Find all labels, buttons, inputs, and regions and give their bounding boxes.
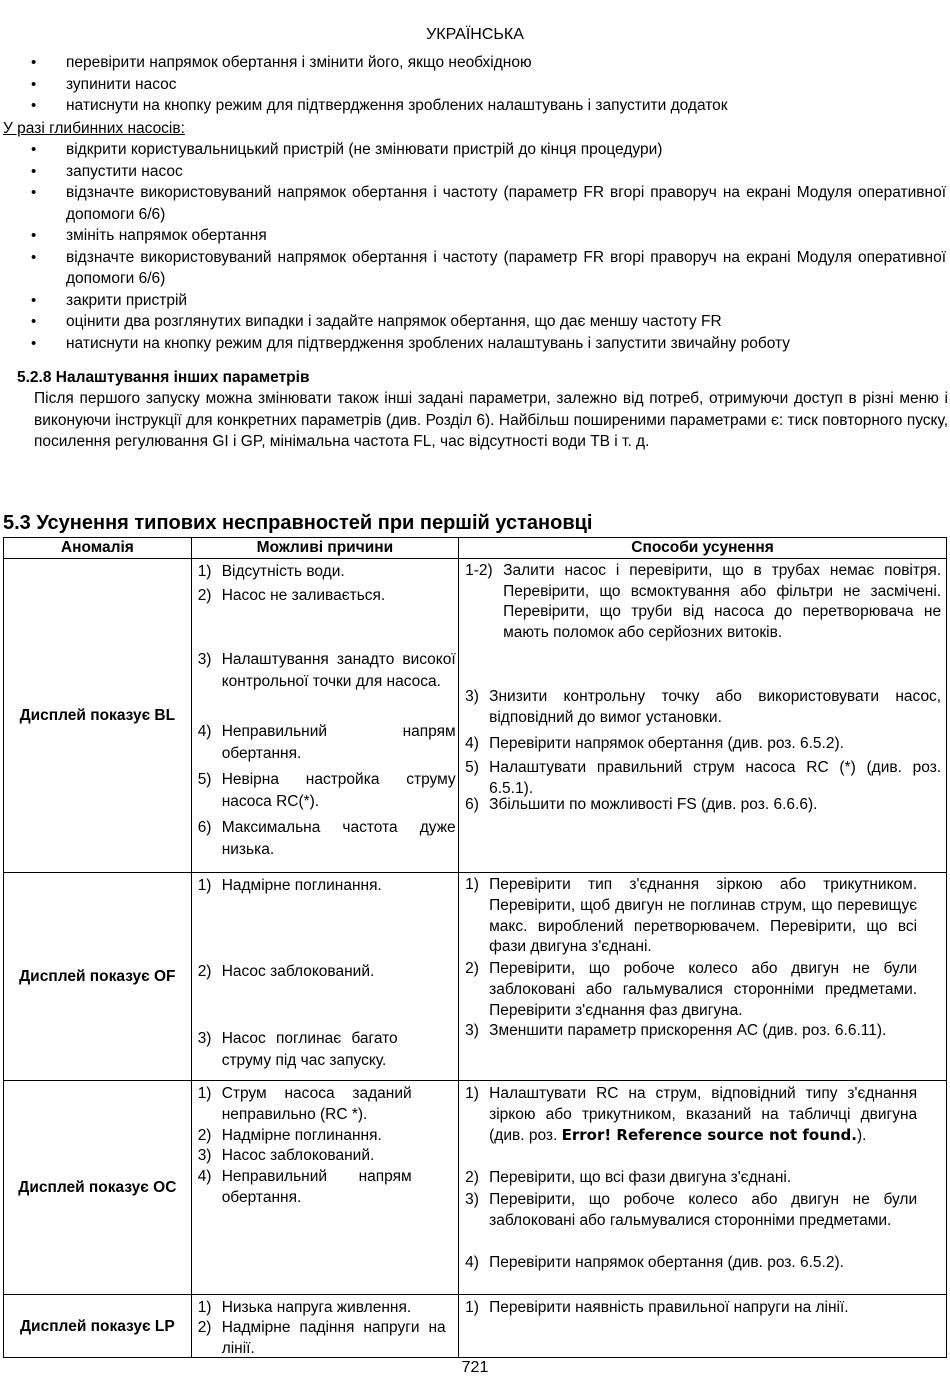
item-text: Зменшити параметр прискорення AC (див. роз. 6.6.11).	[489, 1022, 887, 1039]
item-text: Налаштування занадто високої контрольної точки для насоса.	[221, 651, 456, 690]
item-text: Максимальна частота дуже низька.	[221, 819, 456, 858]
list-item: • відзначте використовуваний напрямок обертання і частоту (параметр FR вгорі праворуч на екрані Модуля оперативної допомоги 6/6)	[0, 182, 950, 225]
bullet-list-top	[0, 52, 950, 117]
item-number: 3)	[465, 1191, 479, 1208]
cause-item	[198, 1145, 412, 1166]
page-number: 721	[461, 1359, 489, 1376]
fix-item	[465, 1297, 917, 1318]
fix-item	[465, 561, 941, 643]
item-number: 1)	[197, 563, 212, 580]
fixes-cell	[459, 559, 946, 872]
anomaly-cell: Дисплей показує LP	[4, 1295, 192, 1358]
item-text: Перевірити напрямок обертання (див. роз. 6.5.2).	[489, 1254, 844, 1271]
header-causes: Можливі причини	[191, 538, 458, 559]
reference-error-text: Error! Reference source not found.	[561, 1126, 857, 1144]
cause-item	[198, 721, 456, 764]
item-text: Насос поглинає багато струму під час запуску.	[221, 1030, 398, 1069]
fix-item	[465, 959, 917, 1021]
cause-item	[198, 1166, 412, 1208]
cause-item	[198, 961, 398, 983]
item-text: Неправильний напрям обертання.	[221, 723, 456, 762]
fixes-cell	[459, 1295, 946, 1357]
item-number: 1)	[465, 1085, 479, 1102]
fix-item	[465, 795, 941, 816]
item-number: 4)	[465, 735, 479, 752]
item-number: 2)	[197, 963, 212, 980]
list-item: • зупинити насос	[0, 74, 950, 96]
item-number: 3)	[197, 651, 212, 668]
item-number: 1)	[197, 877, 212, 894]
item-number: 2)	[197, 587, 212, 604]
header-anomaly: Аномалія	[4, 538, 192, 559]
causes-cell	[192, 1081, 458, 1294]
table-header-row	[4, 538, 947, 559]
causes-cell	[192, 1295, 458, 1357]
item-text: Залити насос і перевірити, що в трубах немає повітря. Перевірити, що всмоктування або фільтри не засмічені. Перевірити, що труби від насоса до перетворювача не мають поломок або серйозних витоків.	[503, 562, 942, 641]
troubleshooting-table	[3, 537, 947, 1358]
item-text: Перевірити наявність правильної напруги на лінії.	[489, 1299, 849, 1316]
item-text: Перевірити, що всі фази двигуна з'єднані.	[489, 1169, 792, 1186]
cause-item	[198, 1083, 412, 1125]
item-text: Перевірити, що робоче колесо або двигун не були заблоковані або гальмувалися сторонніми предметами.	[489, 1191, 918, 1229]
list-item: • запустити насос	[0, 161, 950, 183]
item-text: Налаштувати RC на струм, відповідний типу з'єднання зіркою або трикутником, вказаний на табличці двигуна (див. роз. Error! Reference source not found.).	[489, 1085, 918, 1144]
item-text: Надмірне падіння напруги на лінії.	[221, 1319, 446, 1357]
item-text: Струм насоса заданий неправильно (RC *).	[221, 1085, 412, 1123]
item-text: Невірна настройка струму насоса RC(*).	[221, 771, 456, 810]
anomaly-cell: Дисплей показує BL	[4, 559, 192, 873]
cause-item	[198, 561, 456, 583]
item-number: 3)	[197, 1030, 212, 1047]
item-text: Відсутність води.	[221, 563, 345, 580]
fix-item	[465, 758, 941, 799]
item-number: 1)	[465, 1299, 479, 1316]
item-text: Неправильний напрям обертання.	[221, 1168, 412, 1206]
item-text: Налаштувати правильний струм насоса RC (*) (див. роз. 6.5.1).	[489, 759, 942, 797]
section-528-body: Після першого запуску можна змінювати також інші задані параметри, залежно від потреб, отримуючи доступ в різні меню і виконуючи інструкції для конкретних параметрів (див. Розділ 6). Найбільш поширеними параметрами є: тиск повторного пуску, посилення регулювання GI і GP, мінімальна частота FL, час відсутності води TB і т. д.	[34, 390, 948, 450]
list-item: • закрити пристрій	[0, 290, 950, 312]
fix-item	[465, 1083, 917, 1146]
item-number: 4)	[465, 1254, 479, 1271]
item-number: 4)	[197, 723, 212, 740]
header-fixes: Способи усунення	[459, 538, 947, 559]
list-item: • оцінити два розглянутих випадки і задайте напрямок обертання, що дає меншу частоту FR	[0, 311, 950, 333]
fix-item	[465, 1167, 917, 1188]
item-number: 2)	[197, 1319, 212, 1336]
item-number: 1-2)	[465, 562, 493, 579]
item-text: Перевірити, що робоче колесо або двигун не були заблоковані або гальмувалися сторонніми предметами. Перевірити з'єднання фаз двигуна.	[489, 960, 918, 1019]
list-item: • натиснути на кнопку режим для підтвердження зроблених налаштувань і запустити додаток	[0, 95, 950, 117]
cause-item	[198, 1297, 446, 1318]
item-number: 3)	[197, 1147, 212, 1164]
anomaly-cell: Дисплей показує OC	[4, 1081, 192, 1295]
list-item: • перевірити напрямок обертання і змінити його, якщо необхідною	[0, 52, 950, 74]
item-number: 6)	[197, 819, 212, 836]
cause-item	[198, 649, 456, 692]
causes-cell	[192, 559, 458, 872]
table-row	[4, 1295, 947, 1358]
subheading-deep-pumps: У разі глибинних насосів:	[3, 120, 185, 137]
fix-item	[465, 734, 941, 755]
section-528-title: 5.2.8 Налаштування інших параметрів	[17, 369, 310, 386]
item-number: 3)	[465, 688, 479, 705]
table-row	[4, 1081, 947, 1295]
section-53-title: 5.3 Усунення типових несправностей при першій установці	[3, 512, 593, 534]
cause-item	[198, 1125, 412, 1146]
fix-item	[465, 687, 941, 728]
item-number: 2)	[465, 1169, 479, 1186]
item-number: 5)	[197, 771, 212, 788]
language-header: УКРАЇНСЬКА	[426, 26, 524, 43]
bullet-list-deep-pumps	[0, 139, 950, 354]
fix-item	[465, 1021, 917, 1042]
cause-item	[198, 585, 456, 607]
list-item: • відзначте використовуваний напрямок обертання і частоту (параметр FR вгорі праворуч на екрані Модуля оперативної допомоги 6/6)	[0, 247, 950, 290]
item-number: 3)	[465, 1022, 479, 1039]
list-item: • натиснути на кнопку режим для підтвердження зроблених налаштувань і запустити звичайну роботу	[0, 333, 950, 355]
fix-item	[465, 875, 917, 958]
cause-item	[198, 1028, 398, 1071]
item-text: Надмірне поглинання.	[221, 1127, 382, 1144]
fix-item	[465, 1252, 917, 1273]
causes-cell	[192, 873, 458, 1080]
item-text: Знизити контрольну точку або використовувати насос, відповідний до вимог установки.	[489, 688, 942, 726]
fix-item	[465, 1189, 917, 1231]
item-text: Насос не заливається.	[221, 587, 386, 604]
item-number: 1)	[465, 876, 479, 893]
item-text: Збільшити по можливості FS (див. роз. 6.6.6).	[489, 796, 818, 813]
item-number: 5)	[465, 759, 479, 776]
table-row	[4, 559, 947, 873]
cause-item	[198, 875, 398, 897]
item-number: 2)	[197, 1127, 212, 1144]
item-text: Надмірне поглинання.	[221, 877, 382, 894]
item-number: 1)	[197, 1085, 212, 1102]
item-number: 1)	[197, 1299, 212, 1316]
list-item: • змініть напрямок обертання	[0, 225, 950, 247]
item-text: Низька напруга живлення.	[221, 1299, 412, 1316]
fixes-cell	[459, 1081, 946, 1294]
item-text: Перевірити напрямок обертання (див. роз. 6.5.2).	[489, 735, 844, 752]
cause-item	[198, 817, 456, 860]
fixes-cell	[459, 873, 946, 1080]
item-number: 2)	[465, 960, 479, 977]
item-text: Насос заблокований.	[221, 963, 375, 980]
item-number: 4)	[197, 1168, 212, 1185]
item-text: Перевірити тип з'єднання зіркою або трикутником. Перевірити, щоб двигун не поглинав струм, що перевищує макс. вироблений перетворювачем. Перевірити, що всі фази двигуна з'єднані.	[489, 876, 918, 956]
item-number: 6)	[465, 796, 479, 813]
list-item: • відкрити користувальницький пристрій (не змінювати пристрій до кінця процедури)	[0, 139, 950, 161]
anomaly-cell: Дисплей показує OF	[4, 873, 192, 1081]
cause-item	[198, 1317, 446, 1359]
cause-item	[198, 769, 456, 812]
item-text: Насос заблокований.	[221, 1147, 375, 1164]
table-row	[4, 873, 947, 1081]
